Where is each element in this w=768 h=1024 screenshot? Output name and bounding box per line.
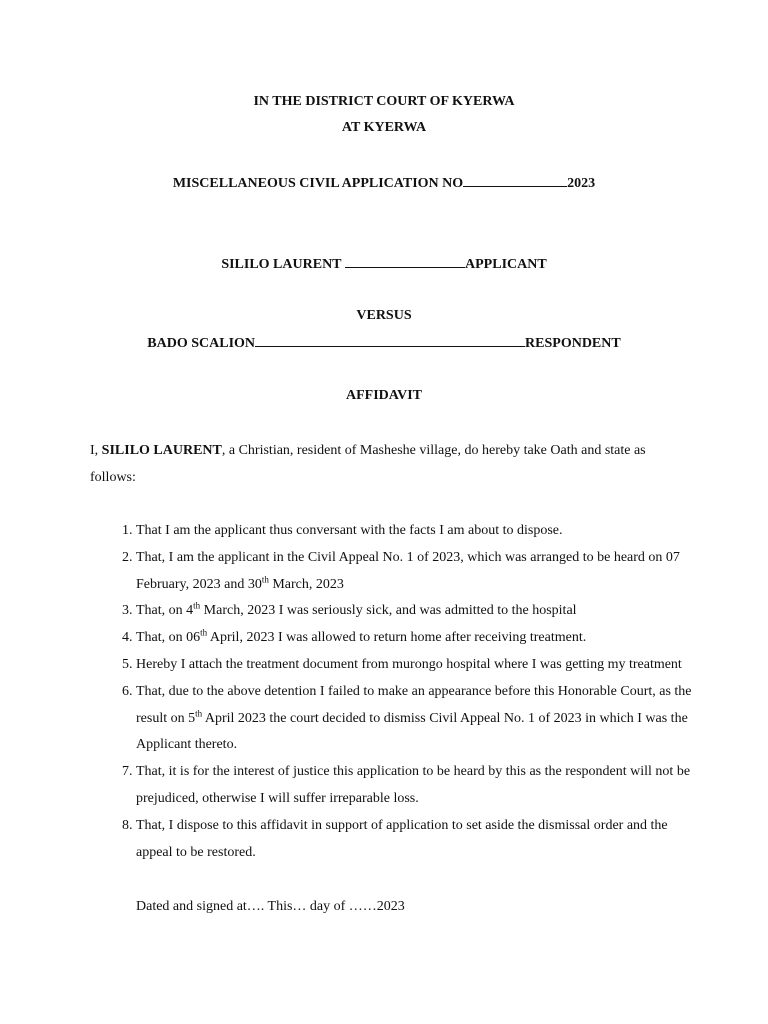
court-location: AT KYERWA — [341, 120, 427, 135]
intro-prefix: I, — [90, 443, 102, 458]
list-item: 8. That, I dispose to this affidavit in support of application to set aside the dismissal order and the appeal to be restored. — [136, 813, 696, 867]
application-year: 2023 — [567, 176, 596, 191]
list-item: 3. That, on 4th March, 2023 I was seriously sick, and was admitted to the hospital — [136, 598, 696, 625]
list-item: 5. Hereby I attach the treatment document from murongo hospital where I was getting my treatment — [136, 652, 696, 679]
intro-paragraph — [90, 437, 690, 491]
list-item: 1. That I am the applicant thus conversant with the facts I am about to dispose. — [136, 518, 696, 545]
respondent-blank — [255, 334, 525, 347]
affidavit-items — [90, 518, 696, 866]
intro-rest: , a Christian, resident of Masheshe village, do hereby take Oath and state as follows: — [90, 443, 646, 485]
applicant-line — [0, 255, 768, 273]
court-title: IN THE DISTRICT COURT OF KYERWA — [253, 94, 515, 109]
versus-label: VERSUS — [356, 308, 412, 323]
application-number-blank — [463, 174, 567, 187]
respondent-name: BADO SCALION — [147, 336, 256, 351]
respondent-role: RESPONDENT — [525, 336, 621, 351]
list-item: 7. That, it is for the interest of justice this application to be heard by this as the respondent will not be prejudiced, otherwise I will suffer irreparable loss. — [136, 759, 696, 813]
list-item: 4. That, on 06th April, 2023 I was allowed to return home after receiving treatment. — [136, 625, 696, 652]
application-prefix: MISCELLANEOUS CIVIL APPLICATION NO — [172, 176, 464, 191]
applicant-blank — [345, 255, 465, 268]
applicant-name: SILILO LAURENT — [221, 257, 342, 272]
respondent-line — [0, 334, 768, 352]
document-title: AFFIDAVIT — [346, 388, 422, 403]
dated-signed-line: Dated and signed at…. This… day of ……2023 — [136, 899, 405, 914]
list-item: 6. That, due to the above detention I failed to make an appearance before this Honorable Court, as the result on 5th April 2023 the court decided to dismiss Civil Appeal No. 1 of 2023 in which I was the Applicant thereto. — [136, 679, 696, 759]
applicant-role: APPLICANT — [465, 257, 547, 272]
list-item: 2. That, I am the applicant in the Civil Appeal No. 1 of 2023, which was arranged to be heard on 07 February, 2023 and 30th March, 2023 — [136, 545, 696, 599]
application-number-line — [0, 174, 768, 192]
intro-name: SILILO LAURENT — [101, 443, 222, 458]
